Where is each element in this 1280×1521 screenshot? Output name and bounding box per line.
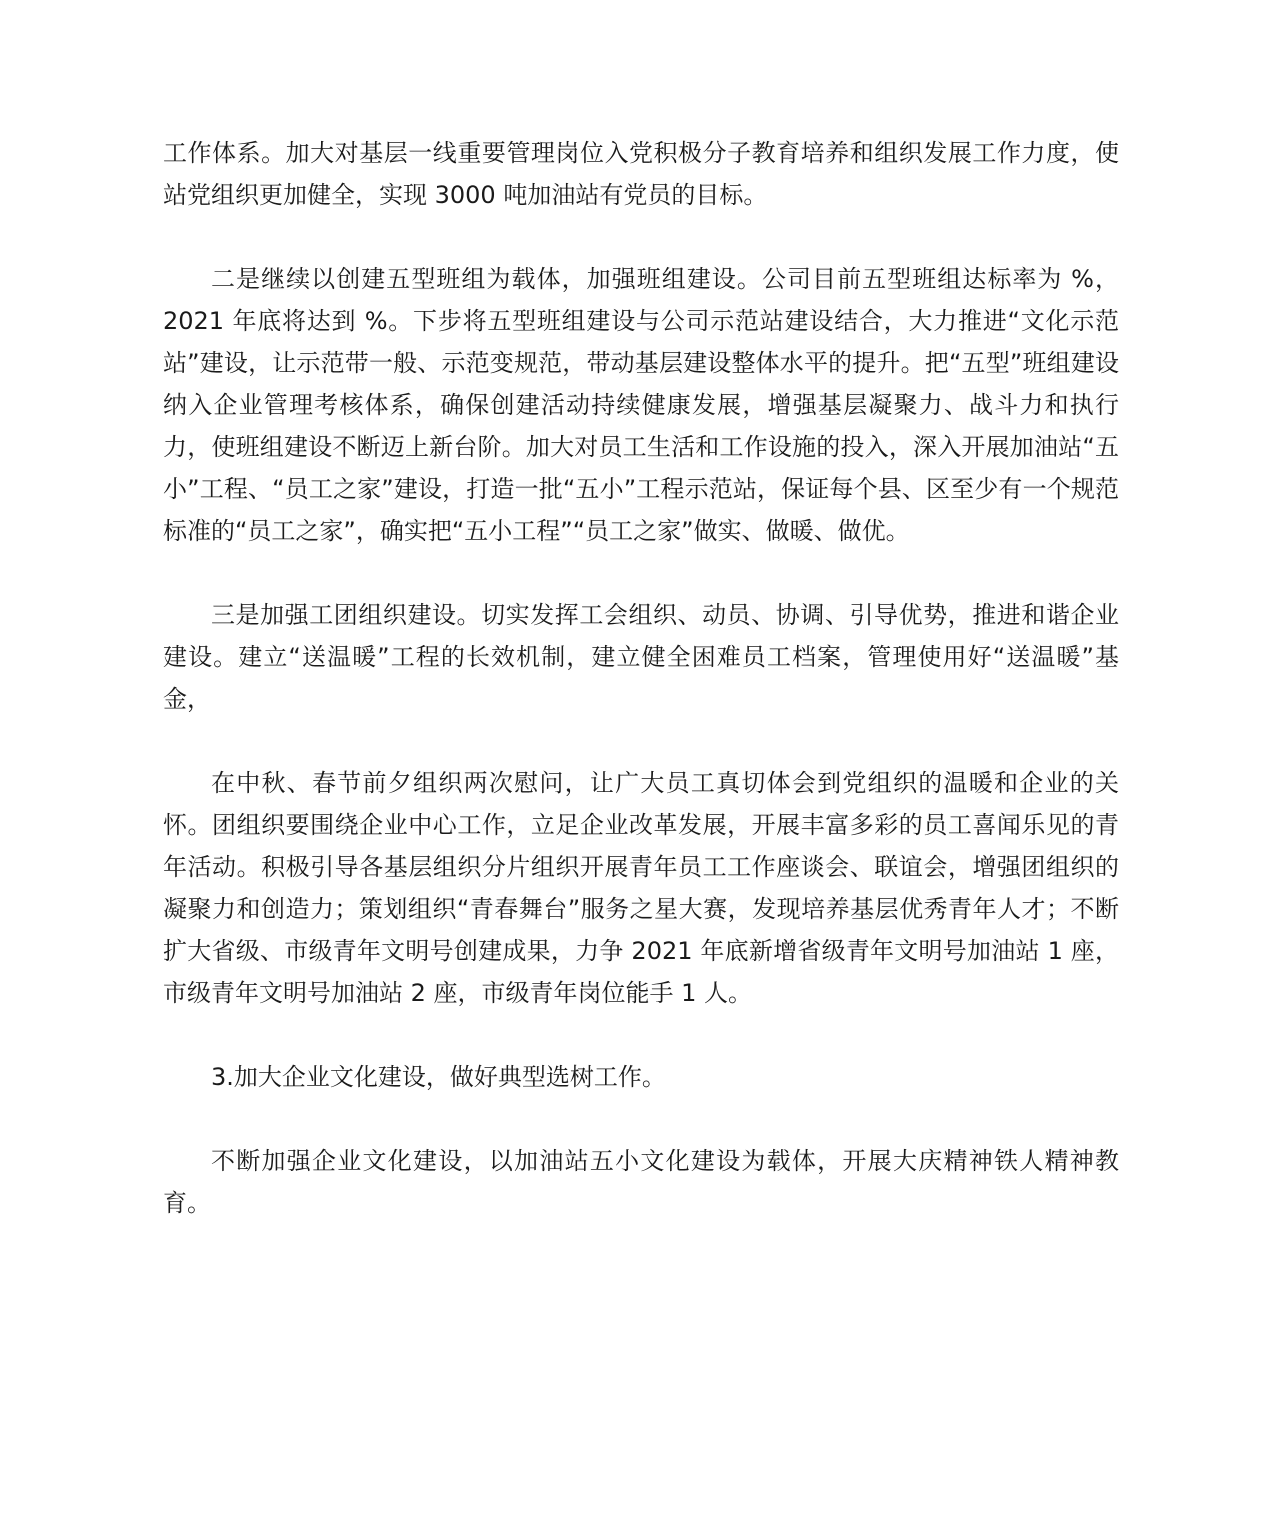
paragraph-union-league: 三是加强工团组织建设。切实发挥工会组织、动员、协调、引导优势，推进和谐企业建设。建立“送温暖”工程的长效机制，建立健全困难员工档案，管理使用好“送温暖”基金，	[163, 601, 1119, 713]
paragraph-team-building: 二是继续以创建五型班组为载体，加强班组建设。公司目前五型班组达标率为 %，2021 年底将达到 %。下步将五型班组建设与公司示范站建设结合，大力推进“文化示范站”建设，让示范带一般、示范变规范，带动基层建设整体水平的提升。把“五型”班组建设纳入企业管理考核体系，确保创建活动持续健康发展，增强基层凝聚力、战斗力和执行力，使班组建设不断迈上新台阶。加大对员工生活和工作设施的投入，深入开展加油站“五小”工程、“员工之家”建设，打造一批“五小”工程示范站，保证每个县、区至少有一个规范标准的“员工之家”，确实把“五小工程”“员工之家”做实、做暖、做优。	[163, 265, 1119, 545]
document-body	[163, 132, 1119, 1266]
section-heading: 3.加大企业文化建设，做好典型选树工作。	[211, 1063, 666, 1091]
paragraph-culture: 不断加强企业文化建设，以加油站五小文化建设为载体，开展大庆精神铁人精神教育。	[163, 1147, 1119, 1217]
paragraph-festival-visits: 在中秋、春节前夕组织两次慰问，让广大员工真切体会到党组织的温暖和企业的关怀。团组织要围绕企业中心工作，立足企业改革发展，开展丰富多彩的员工喜闻乐见的青年活动。积极引导各基层组织分片组织开展青年员工工作座谈会、联谊会，增强团组织的凝聚力和创造力；策划组织“青春舞台”服务之星大赛，发现培养基层优秀青年人才；不断扩大省级、市级青年文明号创建成果，力争 2021 年底新增省级青年文明号加油站 1 座，市级青年文明号加油站 2 座，市级青年岗位能手 1 人。	[163, 769, 1119, 1007]
paragraph-continuation: 工作体系。加大对基层一线重要管理岗位入党积极分子教育培养和组织发展工作力度，使站党组织更加健全，实现 3000 吨加油站有党员的目标。	[163, 139, 1119, 209]
